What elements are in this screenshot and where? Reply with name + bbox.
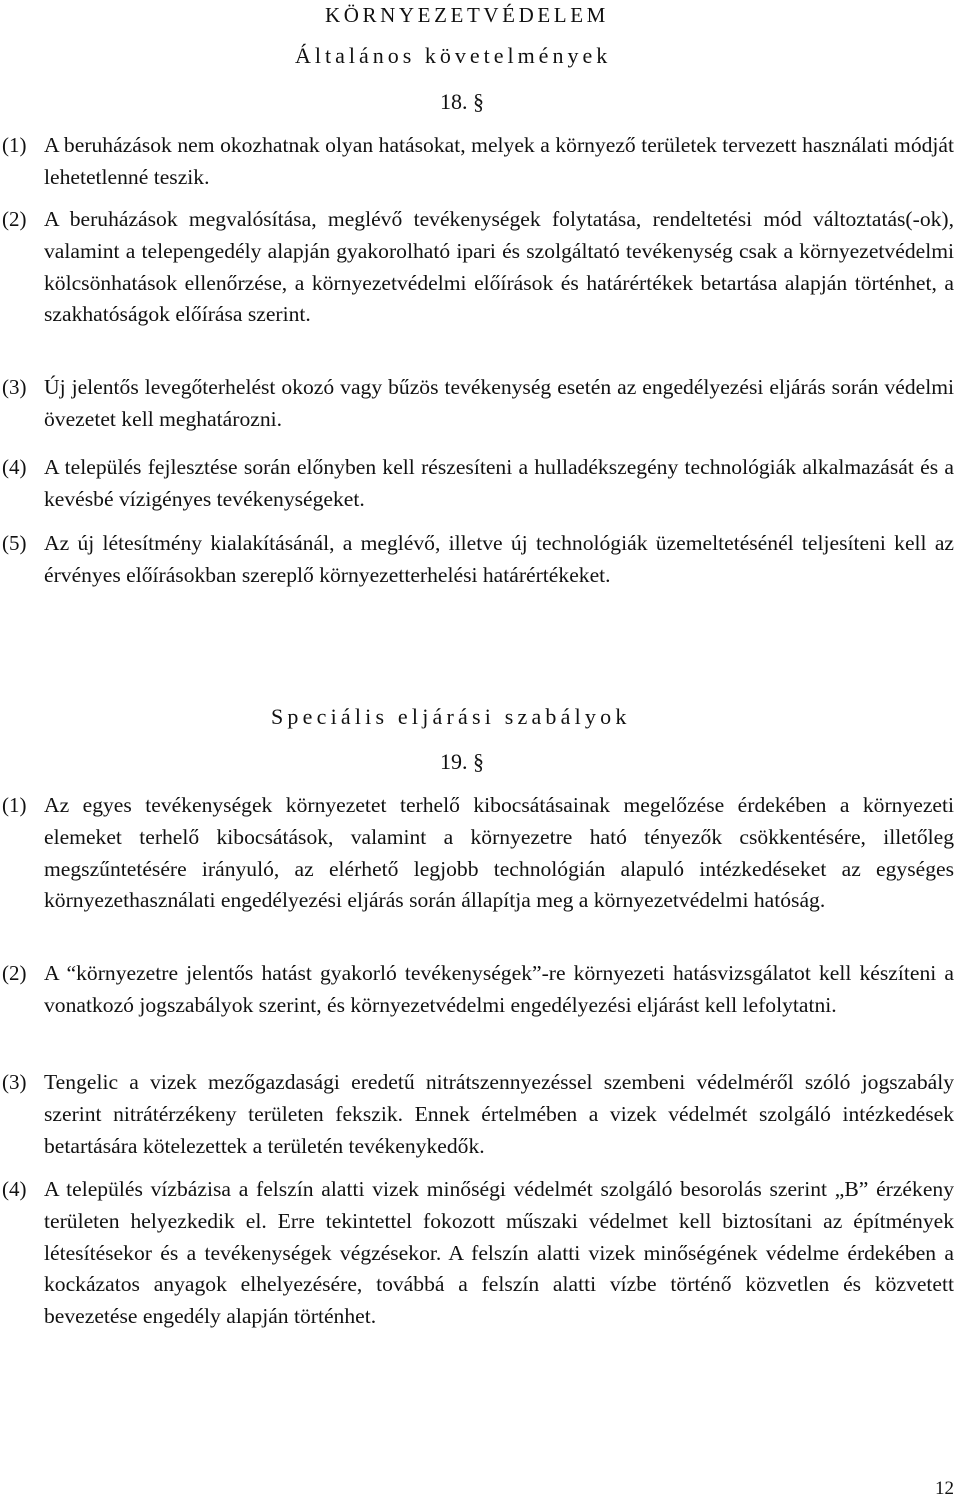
paragraph-text: A beruházások megvalósítása, meglévő tevékenységek folytatása, rendeltetési mód változtatás(-ok), valamint a telepengedély alapján gyakorolható ipari és szolgáltató tevékenység csak a környezetvédelmi kölcsönhatások ellenőrzése, a környezetvédelmi előírások és határértékek betartása alapján történhet, a szakhatóságok előírása szerint. bbox=[44, 207, 954, 327]
section-number-18: 18. § bbox=[440, 89, 484, 114]
paragraph-number: (1) bbox=[2, 133, 27, 157]
paragraph-number: (1) bbox=[2, 793, 27, 817]
paragraph-text: A település fejlesztése során előnyben kell részesíteni a hulladékszegény technológiák alkalmazását és a kevésbé vízigényes tevékenységeket. bbox=[44, 455, 954, 511]
paragraph-number: (4) bbox=[2, 455, 27, 479]
subheading-general-requirements: Általános követelmények bbox=[295, 43, 612, 68]
paragraph-text: A “környezetre jelentős hatást gyakorló tevékenységek”-re környezeti hatásvizsgálatot kell készíteni a vonatkozó jogszabályok szerint, és környezetvédelmi engedélyezési eljárást kell lefolytatni. bbox=[44, 961, 954, 1017]
paragraph-number: (2) bbox=[2, 961, 27, 985]
paragraph-number: (3) bbox=[2, 1070, 27, 1094]
paragraph-number: (4) bbox=[2, 1177, 27, 1201]
page-number: 12 bbox=[935, 1478, 954, 1499]
paragraph-number: (3) bbox=[2, 375, 27, 399]
paragraph-text: A település vízbázisa a felszín alatti vizek minőségi védelmét szolgáló besorolás szerint „B” érzékeny területen helyezkedik el. Erre tekintettel fokozott műszaki védelmet kell biztosítani az építmények létesítésekor és a tevékenységek végzésekor. A felszín alatti vizek minőségének védelme érdekében a kockázatos anyagok elhelyezésére, továbbá a felszín alatti vízbe történő közvetlen és közvetett bevezetése engedély alapján történhet. bbox=[44, 1177, 954, 1329]
paragraph-text: Új jelentős levegőterhelést okozó vagy bűzös tevékenység esetén az engedélyezési eljárás során védelmi övezetet kell meghatározni. bbox=[44, 375, 954, 431]
paragraph-text: A beruházások nem okozhatnak olyan hatásokat, melyek a környező területek tervezett használati módját lehetetlenné teszik. bbox=[44, 133, 954, 189]
paragraph-number: (5) bbox=[2, 531, 27, 555]
section-number-19: 19. § bbox=[440, 749, 484, 774]
subheading-special-procedural-rules: Speciális eljárási szabályok bbox=[271, 704, 631, 729]
paragraph-text: Tengelic a vizek mezőgazdasági eredetű nitrátszennyezéssel szembeni védelméről szóló jogszabály szerint nitrátérzékeny területen fekszik. Ennek értelmében a vizek védelmét szolgáló intézkedések betartására kötelezettek a területén tevékenykedők. bbox=[44, 1070, 954, 1158]
paragraph-text: Az új létesítmény kialakításánál, a meglévő, illetve új technológiák üzemeltetésénél teljesíteni kell az érvényes előírásokban szereplő környezetterhelési határértékeket. bbox=[44, 531, 954, 587]
main-heading: KÖRNYEZETVÉDELEM bbox=[325, 3, 609, 27]
paragraph-text: Az egyes tevékenységek környezetet terhelő kibocsátásainak megelőzése érdekében a környezeti elemeket terhelő kibocsátások, valamint a környezetre ható tényezők csökkentésére, illetőleg megszűntetésére irányuló, az elérhető legjobb technológián alapuló intézkedéseket az egységes környezethasználati engedélyezési eljárás során állapítja meg a környezetvédelmi hatóság. bbox=[44, 793, 954, 913]
paragraph-number: (2) bbox=[2, 207, 27, 231]
